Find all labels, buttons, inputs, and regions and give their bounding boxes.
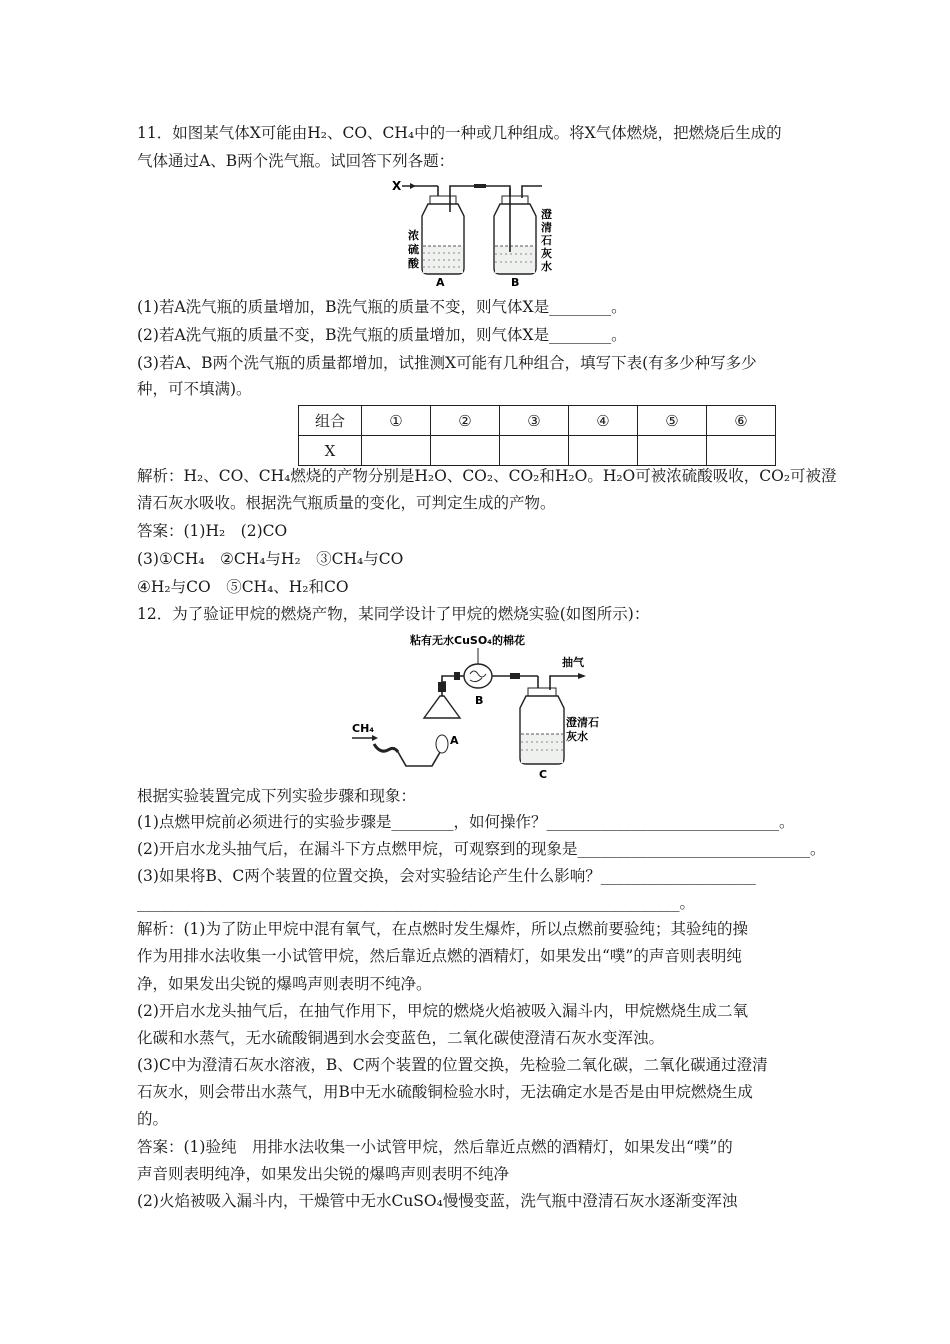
q12-answer2: (2)火焰被吸入漏斗内，干燥管中无水CuSO₄慢慢变蓝，洗气瓶中澄清石灰水逐渐变浑浊 [137,1192,738,1210]
q12-limewater-label-line1: 澄清石 [566,716,599,729]
q11-bottle-b-liquid [495,246,535,273]
q11-answer-line1: 答案：(1)H₂ (2)CO [137,522,288,540]
table-header-label: 组合 [299,406,362,436]
q11-stem-line1: 11．如图某气体X可能由H₂、CO、CH₄中的一种或几种组成。将X气体燃烧，把燃烧后生成的 [137,124,782,142]
q12-funnel-joint [438,682,446,692]
q11-bottle-a-liquid [423,246,463,273]
q12-label-c: C [539,768,548,781]
q11-gas-washing-figure [380,174,580,290]
q12-bottle-c-liquid [521,734,563,763]
q11-bottle-a-stopper [430,196,456,204]
q12-analysis3-line2: 石灰水，则会带出水蒸气，用B中无水硫酸铜检验水时，无法确定水是否是由甲烷燃烧生成 [137,1083,753,1101]
table-cell-blank[interactable] [638,436,707,466]
q11-sub1: (1)若A洗气瓶的质量增加，B洗气瓶的质量不变，则气体X是________。 [137,298,627,316]
svg-text:灰: 灰 [541,247,552,260]
table-col-6: ⑥ [707,406,776,436]
q11-answer-line3: ④H₂与CO ⑤CH₄、H₂和CO [137,578,349,596]
q12-analysis3-line3: 的。 [137,1110,169,1128]
q11-analysis-line1: 解析：H₂、CO、CH₄燃烧的产物分别是H₂O、CO₂、CO₂和H₂O。H₂O可被浓硫酸吸收，CO₂可被澄 [137,467,837,485]
table-col-3: ③ [500,406,569,436]
q12-sub3-line2: ______________________________________________________________________。 [137,894,696,912]
table-col-2: ② [431,406,500,436]
table-cell-blank[interactable] [569,436,638,466]
svg-text:石: 石 [541,234,552,247]
svg-text:硫: 硫 [408,243,419,256]
table-col-5: ⑤ [638,406,707,436]
q11-combination-table [298,405,776,466]
q12-analysis1-line3: 净，如果发出尖锐的爆鸣声则表明不纯净。 [137,975,432,993]
q11-reagent-b-label [541,207,552,273]
q12-sub3-line1: (3)如果将B、C两个装置的位置交换，会对实验结论产生什么影响？____________________ [137,867,756,885]
svg-text:水: 水 [541,260,552,273]
q12-sub2: (2)开启水龙头抽气后，在漏斗下方点燃甲烷，可观察到的现象是______________________________。 [137,840,826,858]
q12-intro: 根据实验装置完成下列实验步骤和现象： [137,787,417,805]
q12-stem: 12．为了验证甲烷的燃烧产物，某同学设计了甲烷的燃烧实验(如图所示)： [137,605,650,623]
q12-analysis2-line2: 化碳和水蒸气，无水硫酸铜遇到水会变蓝色，二氧化碳使澄清石灰水变浑浊。 [137,1029,665,1047]
q12-cotton-label: 粘有无水CuSO₄的棉花 [410,634,525,647]
q12-methane-arrow-icon [372,735,378,741]
q11-sub3-line1: (3)若A、B两个洗气瓶的质量都增加，试推测X可能有几种组合，填写下表(有多少种写多少 [137,354,757,372]
q12-funnel [424,696,460,718]
table-answer-row [299,436,776,466]
table-cell-blank[interactable] [431,436,500,466]
q11-bottle-a-label: A [436,276,445,289]
q12-answer1-line1: 答案：(1)验纯 用排水法收集一小试管甲烷，然后靠近点燃的酒精灯，如果发出“噗”的 [137,1138,733,1156]
table-cell-blank[interactable] [362,436,431,466]
q11-inlet-arrow-icon [410,183,416,189]
q12-sub1: (1)点燃甲烷前必须进行的实验步骤是________，如何操作？______________________________。 [137,813,795,831]
q12-analysis1-line2: 作为用排水法收集一小试管甲烷，然后靠近点燃的酒精灯，如果发出“噗”的声音则表明纯 [137,947,742,965]
svg-text:浓: 浓 [408,229,419,242]
q11-bottle-b-stopper [502,196,528,204]
svg-text:澄: 澄 [541,208,552,221]
svg-text:酸: 酸 [408,257,419,270]
svg-text:清: 清 [541,221,552,234]
q11-stem-line2: 气体通过A、B两个洗气瓶。试回答下列各题： [137,152,455,170]
table-cell-blank[interactable] [707,436,776,466]
table-cell-blank[interactable] [500,436,569,466]
q12-limewater-label-line2: 灰水 [566,730,588,743]
q11-reagent-a-label [408,228,420,270]
q11-inlet-label: X [392,179,402,193]
table-row-label: X [299,436,362,466]
q12-drying-tube [464,664,492,688]
table-col-4: ④ [569,406,638,436]
q12-label-a: A [450,734,459,747]
q12-methane-label: CH₄ [352,722,375,735]
q12-pump-arrow-icon [578,673,586,679]
table-header-row [299,406,776,436]
q12-pump-label: 抽气 [562,656,584,669]
q12-analysis2-line1: (2)开启水龙头抽气后，在抽气作用下，甲烷的燃烧火焰被吸入漏斗内，甲烷燃烧生成二氧 [137,1002,748,1020]
q11-answer-line2: (3)①CH₄ ②CH₄与H₂ ③CH₄与CO [137,550,404,568]
q12-answer1-line2: 声音则表明纯净，如果发出尖锐的爆鸣声则表明不纯净 [137,1165,510,1183]
q12-label-b: B [475,694,484,707]
q12-analysis3-line1: (3)C中为澄清石灰水溶液，B、C两个装置的位置交换，先检验二氧化碳，二氧化碳通过澄清 [137,1056,768,1074]
table-col-1: ① [362,406,431,436]
q11-sub2: (2)若A洗气瓶的质量不变，B洗气瓶的质量增加，则气体X是________。 [137,326,627,344]
q12-analysis1-line1: 解析：(1)为了防止甲烷中混有氧气，在点燃时发生爆炸，所以点燃前要验纯；其验纯的操 [137,920,748,938]
q11-bottle-b-label: B [511,276,520,289]
q11-analysis-line2: 清石灰水吸收。根据洗气瓶质量的变化，可判定生成的产物。 [137,494,556,512]
q12-flame-icon [436,735,448,753]
q11-sub3-line2: 种，可不填满)。 [137,380,252,398]
q12-methane-figure [350,630,610,782]
q11-rubber-joint [474,184,486,188]
q12-rubber-hose [374,744,398,752]
